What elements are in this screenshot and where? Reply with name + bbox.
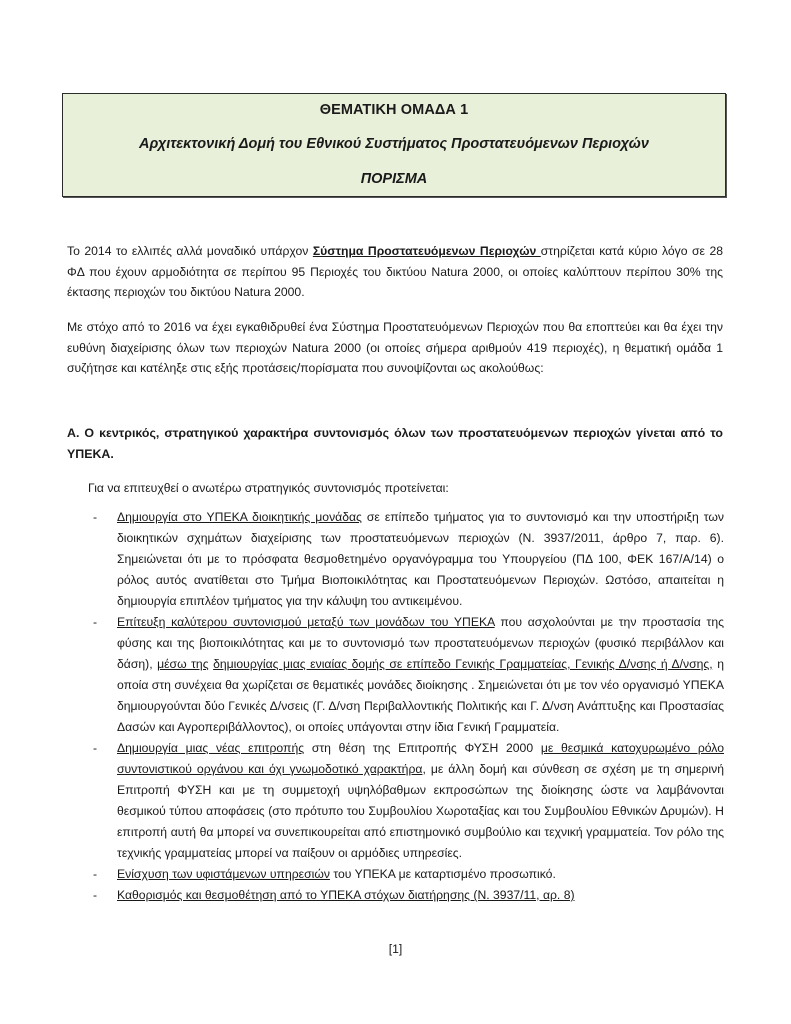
proposals-list xyxy=(88,507,724,906)
dash-bullet-icon: - xyxy=(93,615,98,629)
emphasis-protected-areas-system: Σύστημα Προστατευόμενων Περιοχών xyxy=(312,244,541,258)
section-a-intro: Για να επιτευχθεί ο ανωτέρω στρατηγικός συντονισμός προτείνεται: xyxy=(88,481,449,495)
section-a-heading: Α. Ο κεντρικός, στρατηγικού χαρακτήρα συντονισμός όλων των προστατευόμενων περιοχών γίνεται από το ΥΠΕΚΑ. xyxy=(67,426,723,461)
list-item: - Ενίσχυση των υφιστάμενων υπηρεσιών του ΥΠΕΚΑ με καταρτισμένο προσωπικό. xyxy=(88,864,724,885)
document-subtitle: Αρχιτεκτονική Δομή του Εθνικού Συστήματος Προστατευόμενων Περιοχών xyxy=(139,136,649,152)
conclusion-label: ΠΟΡΙΣΜΑ xyxy=(360,171,428,187)
paragraph-intro: Το 2014 το ελλιπές αλλά μοναδικό υπάρχον Σύστημα Προστατευόμενων Περιοχών στηρίζεται κατά κύριο λόγο σε 28 ΦΔ που έχουν αρμοδιότητα σε περίπου 95 Περιοχές του δικτύου Natura 2000, οι οποίες καλύπτουν περίπου 30% της έκτασης περιοχών του δικτύου Natura 2000. xyxy=(67,244,724,299)
dash-bullet-icon: - xyxy=(93,510,98,524)
dash-bullet-icon: - xyxy=(93,741,98,755)
page-number: [1] xyxy=(388,942,403,956)
thematic-group-title: ΘΕΜΑΤΙΚΗ ΟΜΑΔΑ 1 xyxy=(319,102,469,118)
paragraph-goal: Με στόχο από το 2016 να έχει εγκαθιδρυθεί ένα Σύστημα Προστατευόμενων Περιοχών που θα εποπτεύει και θα έχει την ευθύνη διαχείρισης όλων των περιοχών Natura 2000 (οι οποίες σήμερα αριθμούν 419 περιοχές), η θεματική ομάδα 1 συζήτησε και κατέληξε στις εξής προτάσεις/πορίσματα που συνοψίζονται ως ακολούθως: xyxy=(67,320,723,375)
list-item: - Επίτευξη καλύτερου συντονισμού μεταξύ των μονάδων του ΥΠΕΚΑ που ασχολούνται με την προστασία της φύσης και της βιοποικιλότητας και με το συντονισμό των προστατευόμενων περιοχών (φυσικό περιβάλλον και δάση), μέσω της δημιουργίας μιας ενιαίας δομής σε επίπεδο Γενικής Γραμματείας, Γενικής Δ/νσης ή Δ/νσης, η οποία στη συνέχεια θα χωρίζεται σε θεματικές μονάδες διοίκησης . Σημειώνεται ότι με τον νέο οργανισμό ΥΠΕΚΑ δημιουργούνται δύο Γενικές Δ/νσεις (Γ. Δ/νση Περιβαλλοντικής Πολιτικής και Γ. Δ/νση Ανάπτυξης και Προστασίας Δασών και Αγροπεριβάλλοντος), οι οποίες υπάγονται στην ίδια Γενική Γραμματεία. xyxy=(88,612,724,738)
dash-bullet-icon: - xyxy=(93,888,98,902)
list-item: - Δημιουργία στο ΥΠΕΚΑ διοικητικής μονάδας σε επίπεδο τμήματος για το συντονισμό και την υποστήριξη των διοικητικών σχημάτων διαχείρισης των προστατευόμενων περιοχών (Ν. 3937/2011, άρθρο 7, παρ. 6). Σημειώνεται ότι με το πρόσφατα θεσμοθετημένο οργανόγραμμα του Υπουργείου (ΠΔ 100, ΦΕΚ 167/Α/14) ο ρόλος αυτός ανατίθεται στο Τμήμα Βιοποικιλότητας και Προστατευόμενων Περιοχών. Ωστόσο, απαιτείται η δημιουργία επιπλέον τμήματος για την κάλυψη του αντικειμένου. xyxy=(88,507,724,612)
list-item: - Καθορισμός και θεσμοθέτηση από το ΥΠΕΚΑ στόχων διατήρησης (Ν. 3937/11, αρ. 8) xyxy=(88,885,724,906)
dash-bullet-icon: - xyxy=(93,867,98,881)
title-box xyxy=(62,93,726,197)
list-item: - Δημιουργία μιας νέας επιτροπής στη θέση της Επιτροπής ΦΥΣΗ 2000 με θεσμικά κατοχυρωμένο ρόλο συντονιστικού οργάνου και όχι γνωμοδοτικό χαρακτήρα, με άλλη δομή και σύνθεση σε σχέση με τη σημερινή Επιτροπή ΦΥΣΗ και με τη συμμετοχή υψηλόβαθμων εκπροσώπων της διοίκησης ώστε να λαμβάνονται θεσμικού τύπου αποφάσεις (στο πρότυπο του Συμβουλίου Χωροταξίας και του Συμβουλίου Εθνικών Δρυμών). Η επιτροπή αυτή θα μπορεί να συνεπικουρείται από επιστημονικό συμβούλιο και τεχνική γραμματεία. Τον ρόλο της τεχνικής γραμματείας μπορεί να παίξουν οι αρμόδιες υπηρεσίες. xyxy=(88,738,724,864)
